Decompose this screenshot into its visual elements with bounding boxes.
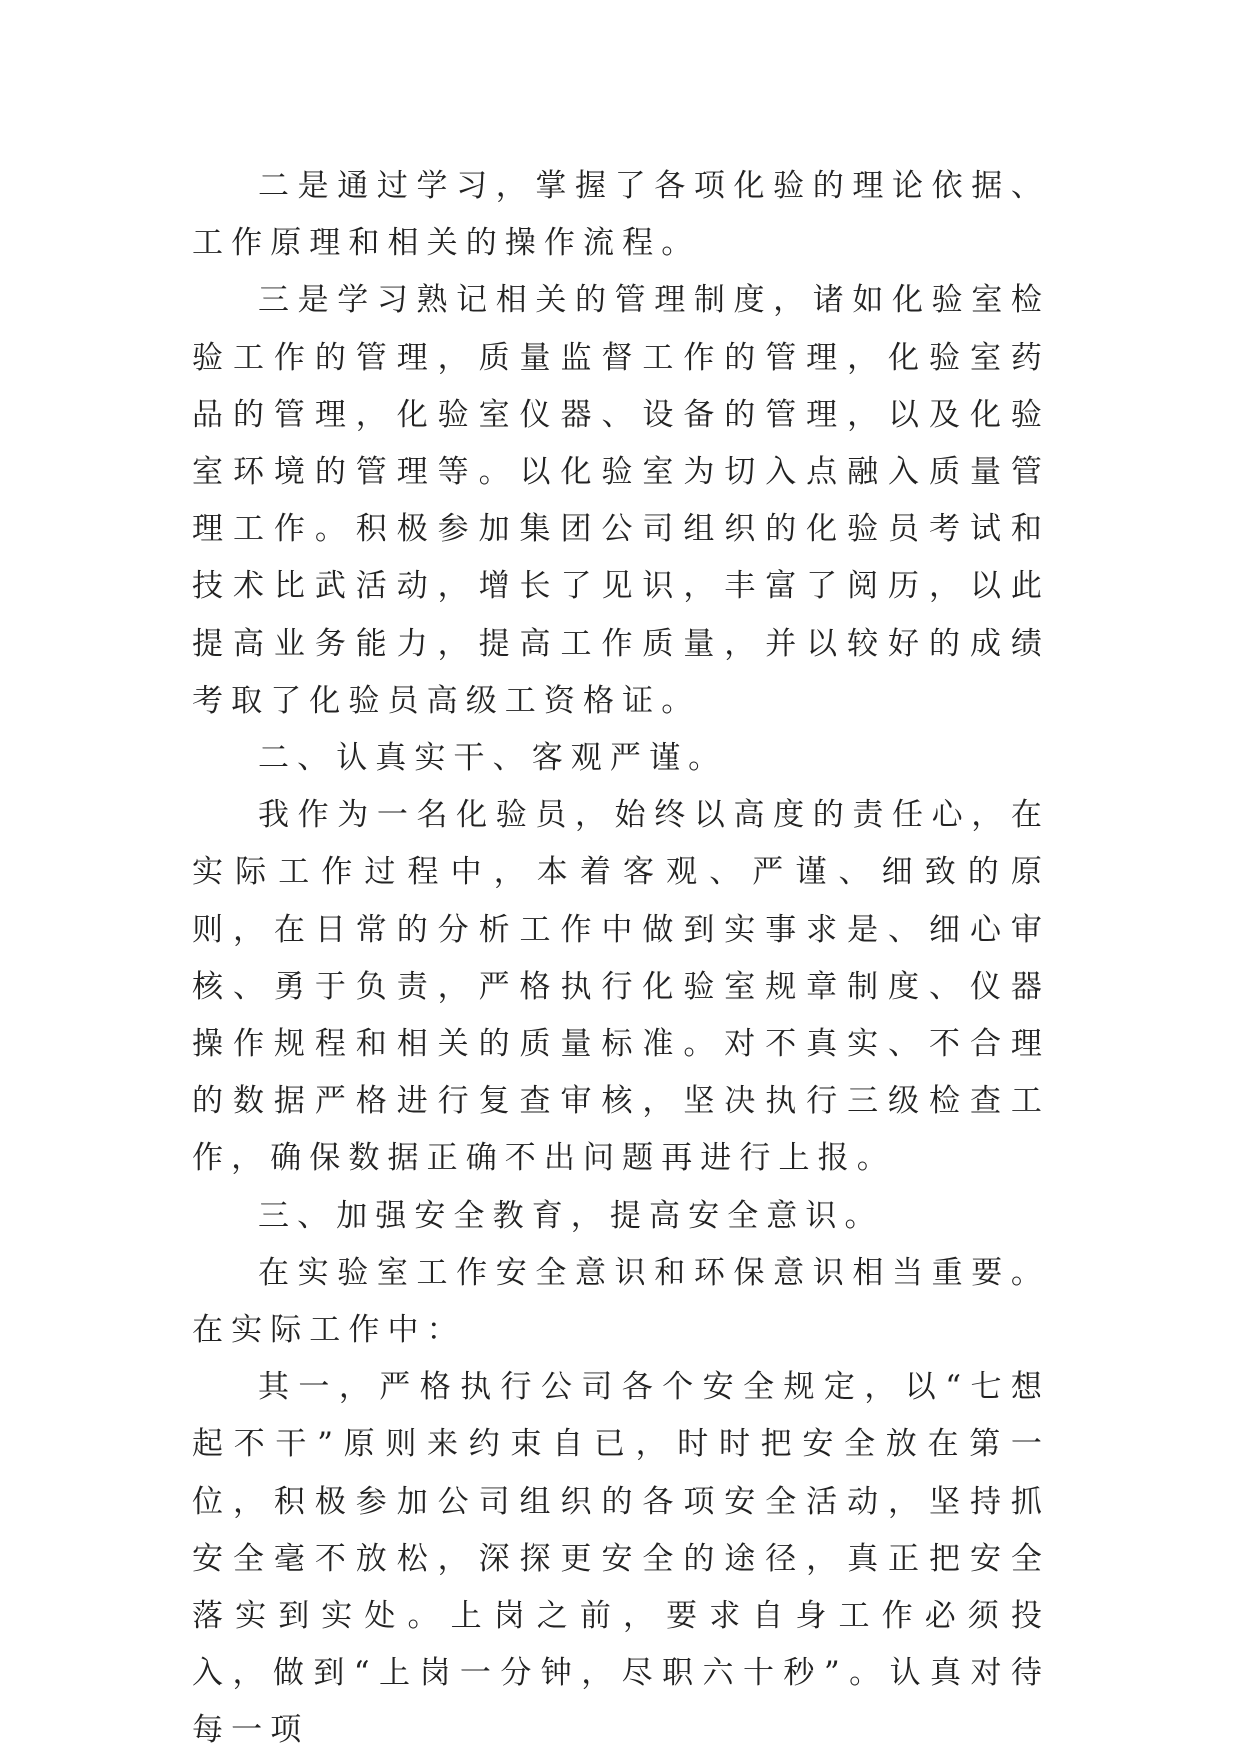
section-heading-diligence: 二、认真实干、客观严谨。 (258, 740, 728, 777)
section-heading-safety: 三、加强安全教育，提高安全意识。 (258, 1197, 884, 1234)
paragraph-safety-awareness: 在实验室工作安全意识和环保意识相当重要。在实际工作中： (192, 1254, 1050, 1349)
paragraph-responsibility: 我作为一名化验员，始终以高度的责任心，在实际工作过程中，本着客观、严谨、细致的原则，在日常的分析工作中做到实事求是、细心审核、勇于负责，严格执行化验室规章制度、仪器操作规程和相关的质量标准。对不真实、不合理的数据严格进行复查审核，坚决执行三级检查工作，确保数据正确不出问题再进行上报。 (192, 797, 1050, 1177)
document-body (192, 158, 1050, 1760)
paragraph-management-rules: 三是学习熟记相关的管理制度，诸如化验室检验工作的管理，质量监督工作的管理，化验室药品的管理，化验室仪器、设备的管理，以及化验室环境的管理等。以化验室为切入点融入质量管理工作。积极参加集团公司组织的化验员考试和技术比武活动，增长了见识，丰富了阅历，以此提高业务能力，提高工作质量，并以较好的成绩考取了化验员高级工资格证。 (192, 282, 1050, 719)
paragraph-study-theory: 二是通过学习，掌握了各项化验的理论依据、工作原理和相关的操作流程。 (192, 168, 1050, 262)
paragraph-safety-rules: 其一，严格执行公司各个安全规定，以“七想起不干”原则来约束自已，时时把安全放在第一位，积极参加公司组织的各项安全活动，坚持抓安全毫不放松，深探更安全的途径，真正把安全落实到实处。上岗之前，要求自身工作必须投入，做到“上岗一分钟，尽职六十秒”。认真对待每一项 (192, 1369, 1050, 1749)
